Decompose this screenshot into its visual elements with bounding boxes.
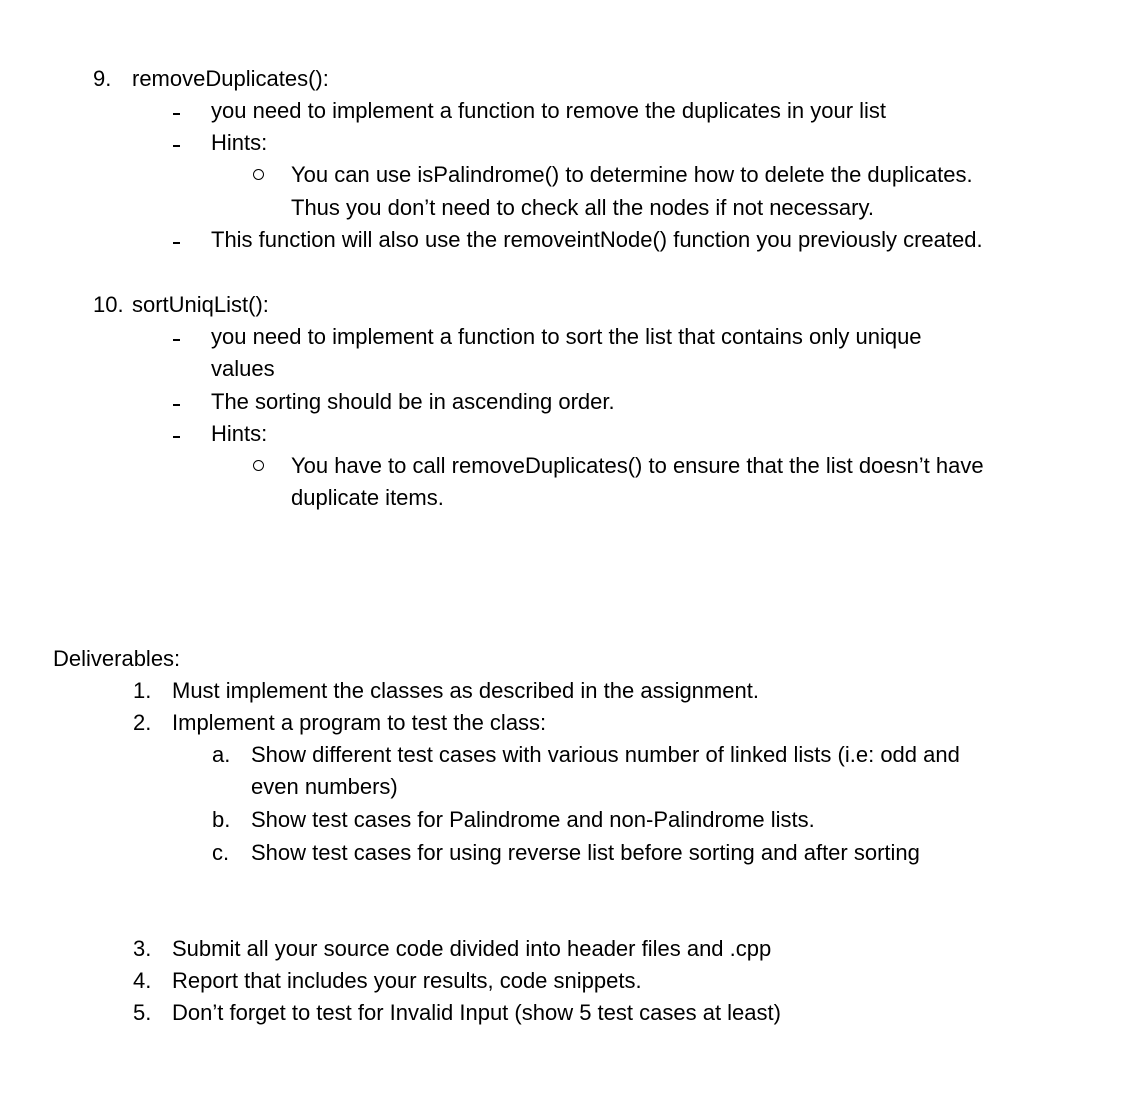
- deliverable-2-text: Implement a program to test the class:: [172, 710, 547, 735]
- sub-item-b-text: Show test cases for Palindrome and non-Palindrome lists.: [251, 807, 815, 832]
- section-10-bullet-1-line-1: you need to implement a function to sort the list that contains only unique: [211, 324, 922, 349]
- dash-bullet: [173, 436, 180, 438]
- deliverable-1-number: 1.: [133, 678, 152, 703]
- circle-bullet: [253, 169, 264, 180]
- section-10-number: 10.: [93, 292, 124, 317]
- deliverables-heading: Deliverables:: [53, 646, 181, 671]
- deliverable-3-text: Submit all your source code divided into header files and .cpp: [172, 936, 772, 961]
- circle-bullet: [253, 460, 264, 471]
- section-9-bullet-1: you need to implement a function to remove the duplicates in your list: [211, 98, 887, 123]
- section-10-hint-line-1: You have to call removeDuplicates() to ensure that the list doesn’t have: [291, 453, 984, 478]
- dash-bullet: [173, 242, 180, 244]
- sub-item-c-label: c.: [212, 840, 230, 865]
- sub-item-c-text: Show test cases for using reverse list before sorting and after sorting: [251, 840, 920, 865]
- section-9-bullet-2: Hints:: [211, 130, 268, 155]
- sub-item-b-label: b.: [212, 807, 231, 832]
- deliverable-5-text: Don’t forget to test for Invalid Input (show 5 test cases at least): [172, 1000, 781, 1025]
- section-10-bullet-3: Hints:: [211, 421, 268, 446]
- deliverable-5-number: 5.: [133, 1000, 152, 1025]
- section-9-hint-line-1: You can use isPalindrome() to determine how to delete the duplicates.: [291, 162, 973, 187]
- deliverable-4-text: Report that includes your results, code snippets.: [172, 968, 642, 993]
- section-10-bullet-2: The sorting should be in ascending order.: [211, 389, 615, 414]
- deliverable-2-number: 2.: [133, 710, 152, 735]
- section-9-bullet-3: This function will also use the removeintNode() function you previously created.: [211, 227, 983, 252]
- deliverable-3-number: 3.: [133, 936, 152, 961]
- section-9-number: 9.: [93, 66, 112, 91]
- section-9-title: removeDuplicates():: [132, 66, 329, 91]
- section-10-hint-line-2: duplicate items.: [291, 485, 444, 510]
- sub-item-a-line-1: Show different test cases with various number of linked lists (i.e: odd and: [251, 742, 960, 767]
- deliverable-4-number: 4.: [133, 968, 152, 993]
- section-10-title: sortUniqList():: [132, 292, 269, 317]
- section-10-bullet-1-line-2: values: [211, 356, 275, 381]
- section-9-hint-line-2: Thus you don’t need to check all the nodes if not necessary.: [291, 195, 874, 220]
- sub-item-a-line-2: even numbers): [251, 774, 398, 799]
- dash-bullet: [173, 339, 180, 341]
- dash-bullet: [173, 113, 180, 115]
- deliverable-1-text: Must implement the classes as described in the assignment.: [172, 678, 759, 703]
- sub-item-a-label: a.: [212, 742, 231, 767]
- dash-bullet: [173, 145, 180, 147]
- dash-bullet: [173, 404, 180, 406]
